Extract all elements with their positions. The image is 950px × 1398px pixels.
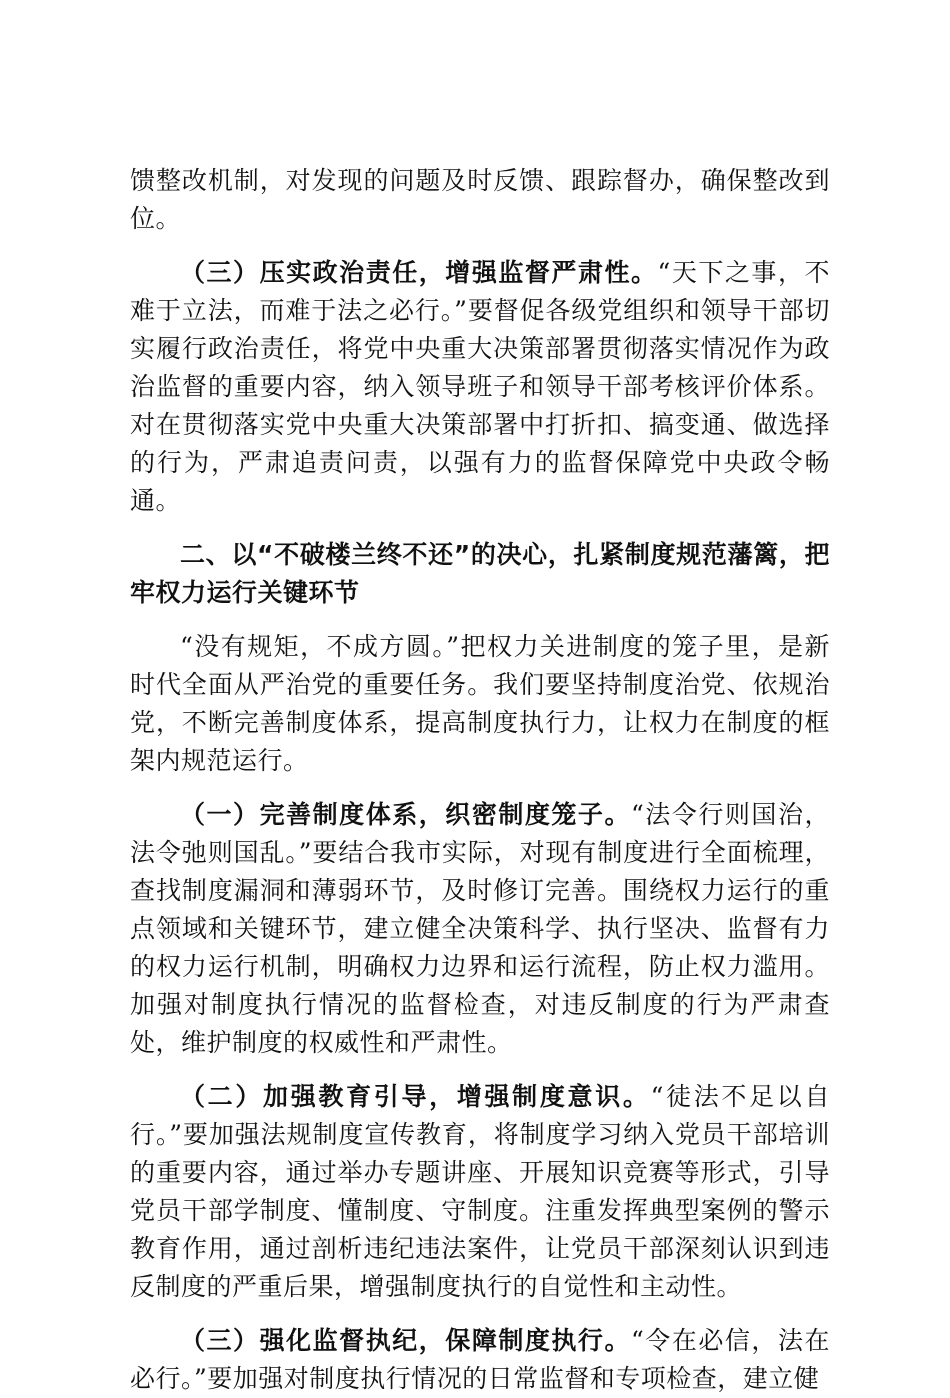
paragraph-lead-title: （三）强化监督执纪，保障制度执行。	[180, 1326, 631, 1355]
paragraph-system	[130, 796, 830, 1062]
paragraph-political-responsibility	[130, 254, 830, 520]
paragraph-body: “法令行则国治，法令弛则国乱。”要结合我市实际，对现有制度进行全面梳理，查找制度漏洞和薄弱环节，及时修订完善。围绕权力运行的重点领域和关键环节，建立健全决策科学、执行坚决、监督有力的权力运行机制，明确权力边界和运行流程，防止权力滥用。加强对制度执行情况的监督检查，对违反制度的行为严肃查处，维护制度的权威性和严肃性。	[130, 800, 830, 1057]
section-heading-2: 二、以“不破楼兰终不还”的决心，扎紧制度规范藩篱，把牢权力运行关键环节	[130, 540, 830, 607]
paragraph-education	[130, 1078, 830, 1306]
paragraph-intro: “没有规矩，不成方圆。”把权力关进制度的笼子里，是新时代全面从严治党的重要任务。我们要坚持制度治党、依规治党，不断完善制度体系，提高制度执行力，让权力在制度的框架内规范运行。	[130, 632, 830, 775]
paragraph-body: “天下之事，不难于立法，而难于法之必行。”要督促各级党组织和领导干部切实履行政治责任，将党中央重大决策部署贯彻落实情况作为政治监督的重要内容，纳入领导班子和领导干部考核评价体系。对在贯彻落实党中央重大决策部署中打折扣、搞变通、做选择的行为，严肃追责问责，以强有力的监督保障党中央政令畅通。	[130, 258, 830, 515]
paragraph-continuation: 馈整改机制，对发现的问题及时反馈、跟踪督办，确保整改到位。	[130, 166, 830, 233]
paragraph-lead-title: （二）加强教育引导，增强制度意识。	[180, 1082, 651, 1111]
paragraph-lead-title: （三）压实政治责任，增强监督严肃性。	[180, 258, 658, 287]
paragraph-lead-title: （一）完善制度体系，织密制度笼子。	[180, 800, 631, 829]
paragraph-supervision	[130, 1322, 830, 1398]
paragraph-body: “令在必信，法在必行。”要加强对制度执行情况的日常监督和专项检查，建立健	[130, 1326, 830, 1393]
paragraph-body: “徒法不足以自行。”要加强法规制度宣传教育，将制度学习纳入党员干部培训的重要内容，通过举办专题讲座、开展知识竞赛等形式，引导党员干部学制度、懂制度、守制度。注重发挥典型案例的警示教育作用，通过剖析违纪违法案件，让党员干部深刻认识到违反制度的严重后果，增强制度执行的自觉性和主动性。	[130, 1082, 830, 1301]
document-page	[130, 162, 830, 1398]
